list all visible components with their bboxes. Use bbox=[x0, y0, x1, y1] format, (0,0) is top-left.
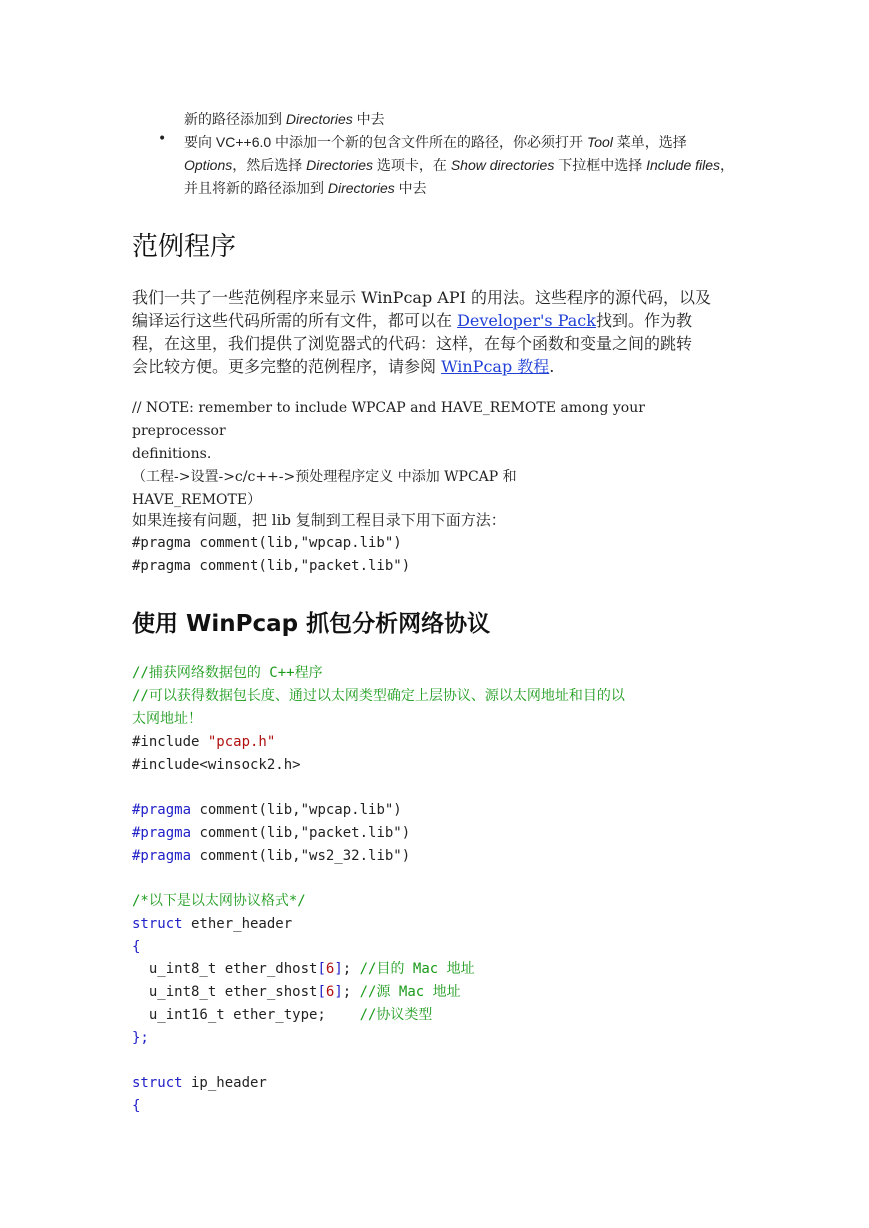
bullet2-line1: 要向 VC++6.0 中添加一个新的包含文件所在的路径，你必须打开 Tool 菜单，选择 bbox=[184, 134, 687, 150]
bullet1-continuation: 新的路径添加到 Directories 中去 bbox=[184, 111, 385, 127]
code-comment: 太网地址！ bbox=[132, 711, 202, 727]
code-field: u_int8_t ether_dhost[6]; //目的 Mac 地址 bbox=[132, 961, 475, 977]
code-include-winsock: #include<winsock2.h> bbox=[132, 757, 301, 773]
code-comment-ethernet: /*以下是以太网协议格式*/ bbox=[132, 893, 306, 909]
pragma-line: #pragma comment(lib,"wpcap.lib") bbox=[132, 535, 402, 551]
code-brace: { bbox=[132, 939, 141, 955]
pragma-line: #pragma comment(lib,"packet.lib") bbox=[132, 558, 411, 574]
intro-line: 我们一共了一些范例程序来显示 WinPcap API 的用法。这些程序的源代码，以及 bbox=[132, 288, 711, 307]
note-line: definitions. bbox=[132, 446, 212, 462]
code-field: u_int16_t ether_type; //协议类型 bbox=[132, 1007, 433, 1023]
bullet2-line3: 并且将新的路径添加到 Directories 中去 bbox=[184, 180, 427, 196]
section-title-examples: 范例程序 bbox=[132, 232, 237, 262]
code-field: u_int8_t ether_shost[6]; //源 Mac 地址 bbox=[132, 984, 461, 1000]
note-line: （工程->设置->c/c++->预处理程序定义 中添加 WPCAP 和 bbox=[132, 469, 517, 485]
note-line: // NOTE: remember to include WPCAP and HAVE_REMOTE among your preprocessor bbox=[132, 400, 645, 439]
code-include-pcap: #include "pcap.h" bbox=[132, 734, 276, 750]
bullet2-line2: Options，然后选择 Directories 选项卡，在 Show directories 下拉框中选择 Include files， bbox=[184, 157, 735, 173]
code-comment: //可以获得数据包长度、通过以太网类型确定上层协议、源以太网地址和目的以 bbox=[132, 688, 625, 704]
intro-paragraph bbox=[132, 286, 738, 378]
intro-line: 会比较方便。更多完整的范例程序，请参阅 WinPcap 教程. bbox=[132, 357, 555, 376]
code-pragma: #pragma comment(lib,"wpcap.lib") bbox=[132, 802, 402, 818]
code-struct-ip: struct ip_header bbox=[132, 1075, 267, 1091]
section-title-capture: 使用 WinPcap 抓包分析网络协议 bbox=[132, 611, 491, 637]
code-pragma: #pragma comment(lib,"packet.lib") bbox=[132, 825, 411, 841]
note-line: HAVE_REMOTE） bbox=[132, 492, 262, 508]
developers-pack-link[interactable]: Developer's Pack bbox=[457, 311, 596, 330]
intro-line: 编译运行这些代码所需的所有文件，都可以在 Developer's Pack找到。作为教 bbox=[132, 311, 692, 330]
code-comment: //捕获网络数据包的 C++程序 bbox=[132, 665, 323, 681]
intro-line: 程，在这里，我们提供了浏览器式的代码：这样，在每个函数和变量之间的跳转 bbox=[132, 334, 693, 353]
code-pragma: #pragma comment(lib,"ws2_32.lib") bbox=[132, 848, 411, 864]
lib-note: 如果连接有问题，把 lib 复制到工程目录下用下面方法： bbox=[132, 511, 506, 529]
code-brace: }; bbox=[132, 1030, 149, 1046]
winpcap-tutorial-link[interactable]: WinPcap 教程 bbox=[441, 357, 550, 376]
note-block bbox=[132, 397, 738, 512]
bullet-dot-icon: • bbox=[158, 131, 167, 147]
code-struct-ether: struct ether_header bbox=[132, 916, 293, 932]
code-brace: { bbox=[132, 1098, 141, 1114]
